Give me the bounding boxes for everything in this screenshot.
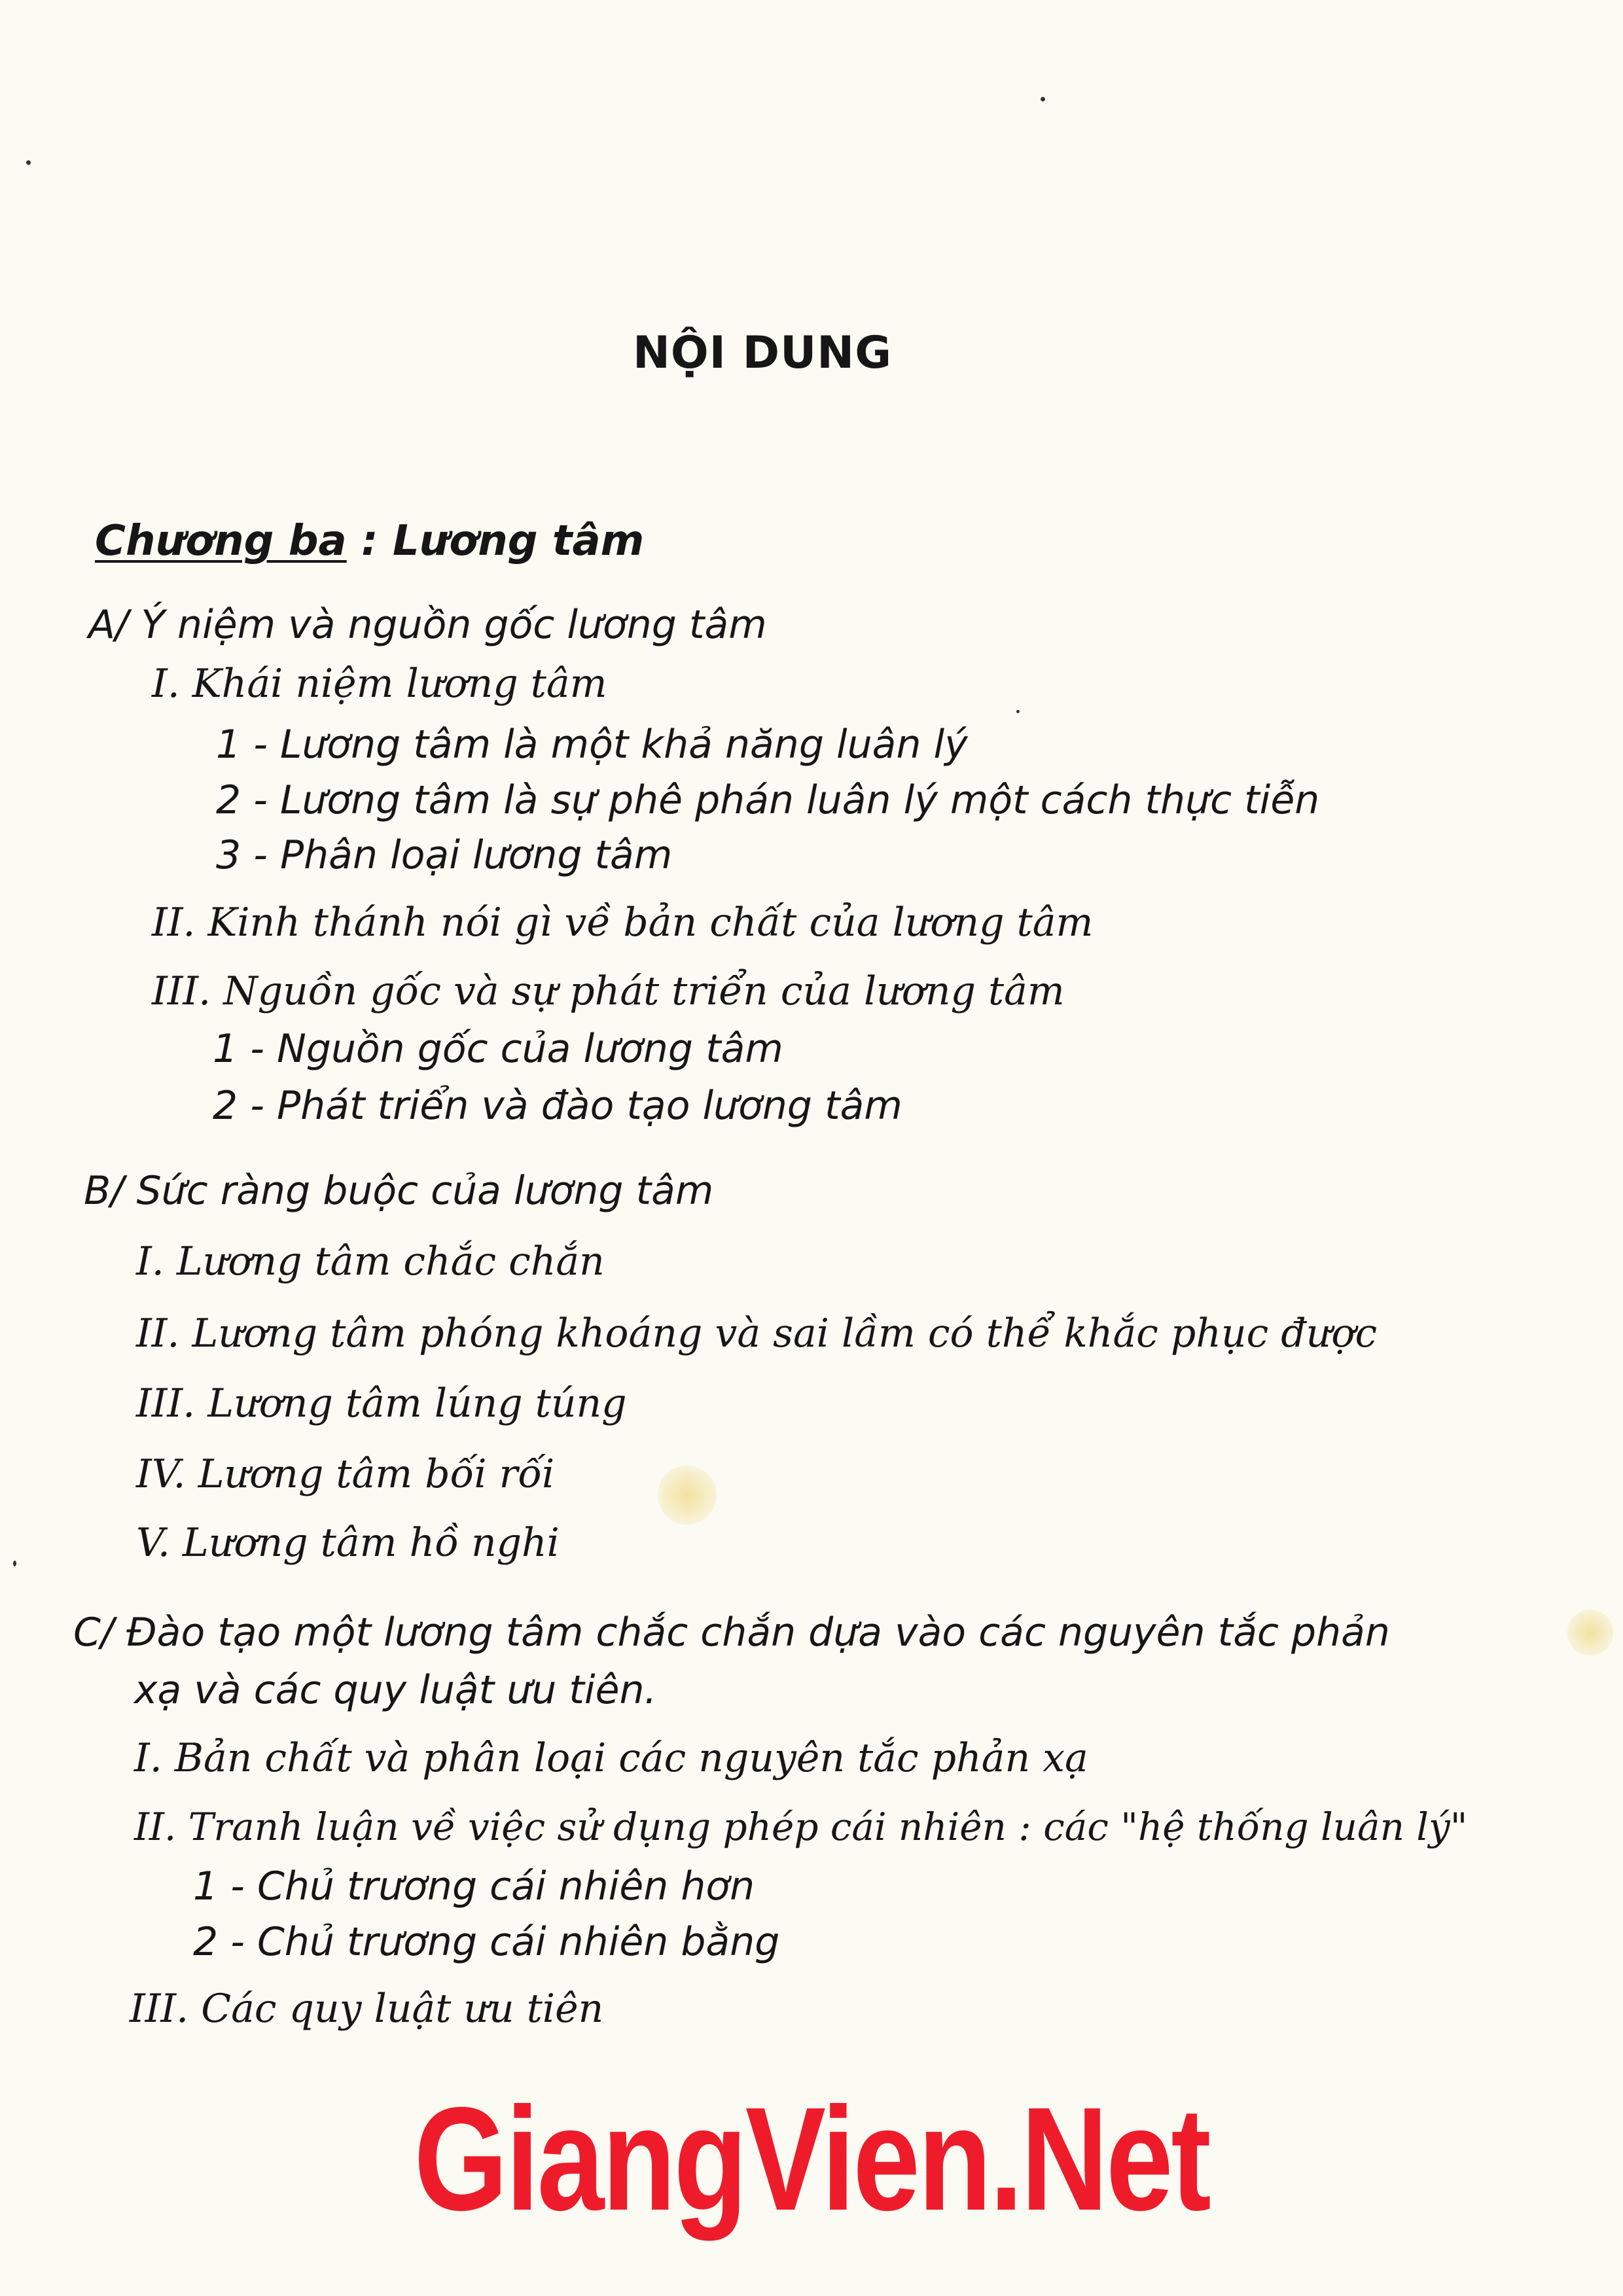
section-c-item-ii-2: 2 - Chủ trương cái nhiên bằng <box>193 1919 780 1965</box>
section-b-item-i: I. Lương tâm chắc chắn <box>136 1239 605 1284</box>
page-title: NỘI DUNG <box>632 327 893 379</box>
section-b-item-iii: III. Lương tâm lúng túng <box>136 1381 627 1426</box>
section-a-item-i-2: 2 - Lương tâm là sự phê phán luân lý một cách thực tiễn <box>216 777 1320 823</box>
section-a-item-iii: III. Nguồn gốc và sự phát triển của lương tâm <box>152 968 1065 1014</box>
section-a-heading: A/ Ý niệm và nguồn gốc lương tâm <box>88 602 767 648</box>
section-c-item-ii: II. Tranh luận về việc sử dụng phép cái nhiên : các "hệ thống luân lý" <box>134 1805 1468 1849</box>
chapter-prefix: Chương ba <box>95 517 347 565</box>
paper-stain <box>1567 1610 1613 1655</box>
chapter-name: : Lương tâm <box>346 517 645 565</box>
watermark-logo: GiangVien.Net <box>414 2076 1209 2241</box>
section-a-item-i: I. Khái niệm lương tâm <box>152 661 607 707</box>
paper-speck <box>13 1561 16 1566</box>
paper-speck <box>1041 97 1045 101</box>
section-b-heading: B/ Sức ràng buộc của lương tâm <box>84 1168 714 1214</box>
section-a-item-i-3: 3 - Phân loại lương tâm <box>216 832 673 878</box>
paper-speck <box>26 160 31 165</box>
section-c-item-iii: III. Các quy luật ưu tiên <box>130 1986 604 2032</box>
section-a-item-iii-2: 2 - Phát triển và đào tạo lương tâm <box>213 1083 902 1129</box>
section-a-item-i-1: 1 - Lương tâm là một khả năng luân lý <box>216 722 968 768</box>
chapter-heading <box>95 517 644 565</box>
section-b-item-iv: IV. Lương tâm bối rối <box>136 1451 555 1497</box>
section-b-item-v: V. Lương tâm hồ nghi <box>136 1520 560 1566</box>
section-c-heading-line-1: C/ Đào tạo một lương tâm chắc chắn dựa vào các nguyên tắc phản <box>73 1610 1390 1655</box>
section-a-item-iii-1: 1 - Nguồn gốc của lương tâm <box>213 1026 783 1072</box>
section-b-item-ii: II. Lương tâm phóng khoáng và sai lầm có thể khắc phục được <box>136 1311 1378 1356</box>
section-c-item-ii-1: 1 - Chủ trương cái nhiên hơn <box>193 1863 755 1909</box>
section-a-item-ii: II. Kinh thánh nói gì về bản chất của lương tâm <box>152 900 1094 945</box>
section-c-heading-line-2: xạ và các quy luật ưu tiên. <box>134 1667 657 1713</box>
paper-speck <box>1016 710 1020 713</box>
section-c-item-i: I. Bản chất và phân loại các nguyên tắc phản xạ <box>134 1735 1088 1781</box>
paper-stain <box>658 1466 717 1525</box>
